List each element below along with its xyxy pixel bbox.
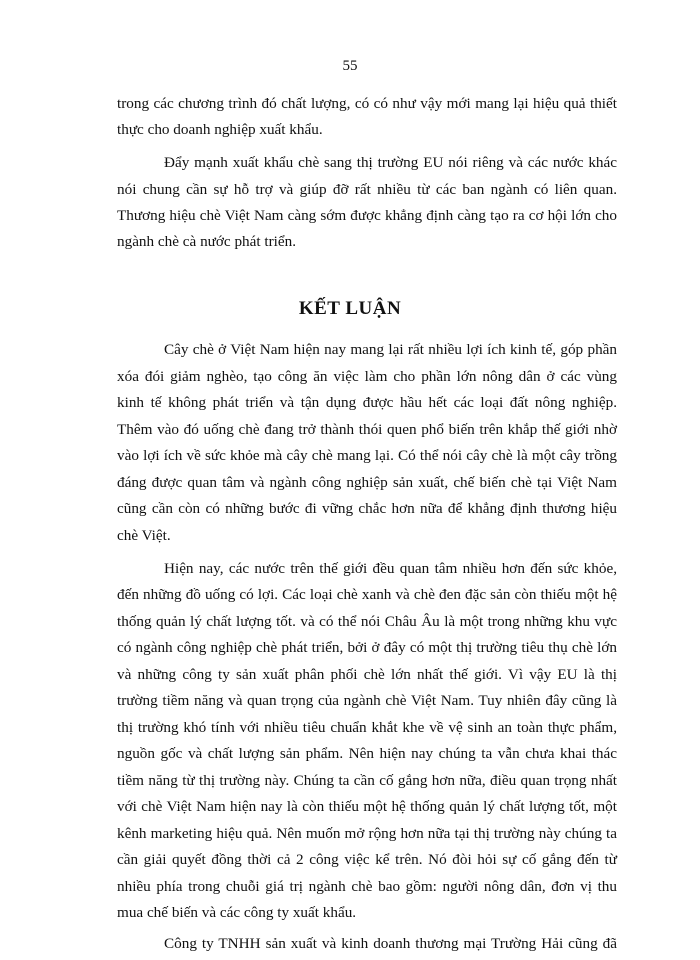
text-line: nhiều phía trong chuỗi giá trị ngành chè bao gồm: người nông dân, đơn vị thu bbox=[117, 878, 617, 895]
text-line: kênh marketing hiệu quả. Nên muốn mở rộng hơn nữa tại thị trường này chúng ta bbox=[117, 825, 617, 842]
text-line: có ngành công nghiệp chè phát triển, bởi ở đây có một thị trường tiêu thụ chè lớn bbox=[117, 639, 617, 656]
text-line: trong các chương trình đó chất lượng, có có như vậy mới mang lại hiệu quả thiết bbox=[117, 95, 617, 112]
text-line: mua chế biến và các công ty xuất khẩu. bbox=[117, 904, 357, 921]
text-line: trường tiềm năng và quan trọng của ngành chè Việt Nam. Tuy nhiên đây cũng là bbox=[117, 692, 617, 709]
text-line: thống quản lý chất lượng tốt. và có thể nói Châu Âu là một trong những khu vực bbox=[117, 613, 617, 630]
text-line: Công ty TNHH sản xuất và kinh doanh thương mại Trường Hải cũng đã bbox=[164, 935, 617, 952]
text-line: cũng cần còn có những bước đi vững chắc hơn nữa để khẳng định thương hiệu bbox=[117, 500, 617, 517]
text-line: kinh tế không phát triển và tận dụng được hầu hết các loại đất nông nghiệp. bbox=[117, 394, 617, 411]
text-line: Thêm vào đó uống chè đang trở thành thói quen phổ biến trên khắp thế giới nhờ bbox=[117, 421, 617, 438]
text-line: Hiện nay, các nước trên thế giới đều quan tâm nhiều hơn đến sức khỏe, bbox=[164, 560, 617, 577]
text-line: Thương hiệu chè Việt Nam càng sớm được khẳng định càng tạo ra cơ hội lớn cho bbox=[117, 207, 617, 224]
text-line: chè Việt. bbox=[117, 527, 171, 544]
text-line: Đẩy mạnh xuất khẩu chè sang thị trường EU nói riêng và các nước khác bbox=[164, 154, 617, 171]
text-line: Cây chè ở Việt Nam hiện nay mang lại rất nhiều lợi ích kinh tế, góp phần bbox=[164, 341, 617, 358]
text-line: thực cho doanh nghiệp xuất khẩu. bbox=[117, 121, 323, 138]
text-line: tiềm năng từ thị trường này. Chúng ta cần cố gắng hơn nữa, điều quan trọng nhất bbox=[117, 772, 617, 789]
text-line: và những công ty sản xuất phân phối chè lớn nhất thế giới. Vì vậy EU là thị bbox=[117, 666, 617, 683]
text-line: vào lợi ích về sức khỏe mà cây chè mang lại. Có thể nói cây chè là một cây trồng bbox=[117, 447, 617, 464]
text-line: thị trường khó tính với nhiều tiêu chuẩn khắt khe về vệ sinh an toàn thực phẩm, bbox=[117, 719, 617, 736]
text-line: với chè Việt Nam hiện nay là còn thiếu một hệ thống quản lý chất lượng tốt, một bbox=[117, 798, 617, 815]
text-line: nói chung cần sự hỗ trợ và giúp đỡ rất nhiều từ các ban ngành có liên quan. bbox=[117, 181, 617, 198]
text-line: xóa đói giảm nghèo, tạo công ăn việc làm cho phần lớn nông dân ở các vùng bbox=[117, 368, 617, 385]
text-line: ngành chè cà nước phát triển. bbox=[117, 233, 297, 250]
page-number: 55 bbox=[342, 58, 358, 74]
text-line: nguồn gốc và chất lượng sản phẩm. Nên hiện nay chúng ta vẫn chưa khai thác bbox=[117, 745, 617, 762]
section-heading: KẾT LUẬN bbox=[298, 298, 402, 319]
text-line: đến những đồ uống có lợi. Các loại chè xanh và chè đen đặc sản còn thiếu một hệ bbox=[117, 586, 617, 603]
text-line: đáng được quan tâm và ngành công nghiệp sản xuất, chế biến chè tại Việt Nam bbox=[117, 474, 617, 491]
text-line: cần giải quyết đồng thời cả 2 công việc kể trên. Nó đòi hỏi sự cố gắng đến từ bbox=[117, 851, 617, 868]
